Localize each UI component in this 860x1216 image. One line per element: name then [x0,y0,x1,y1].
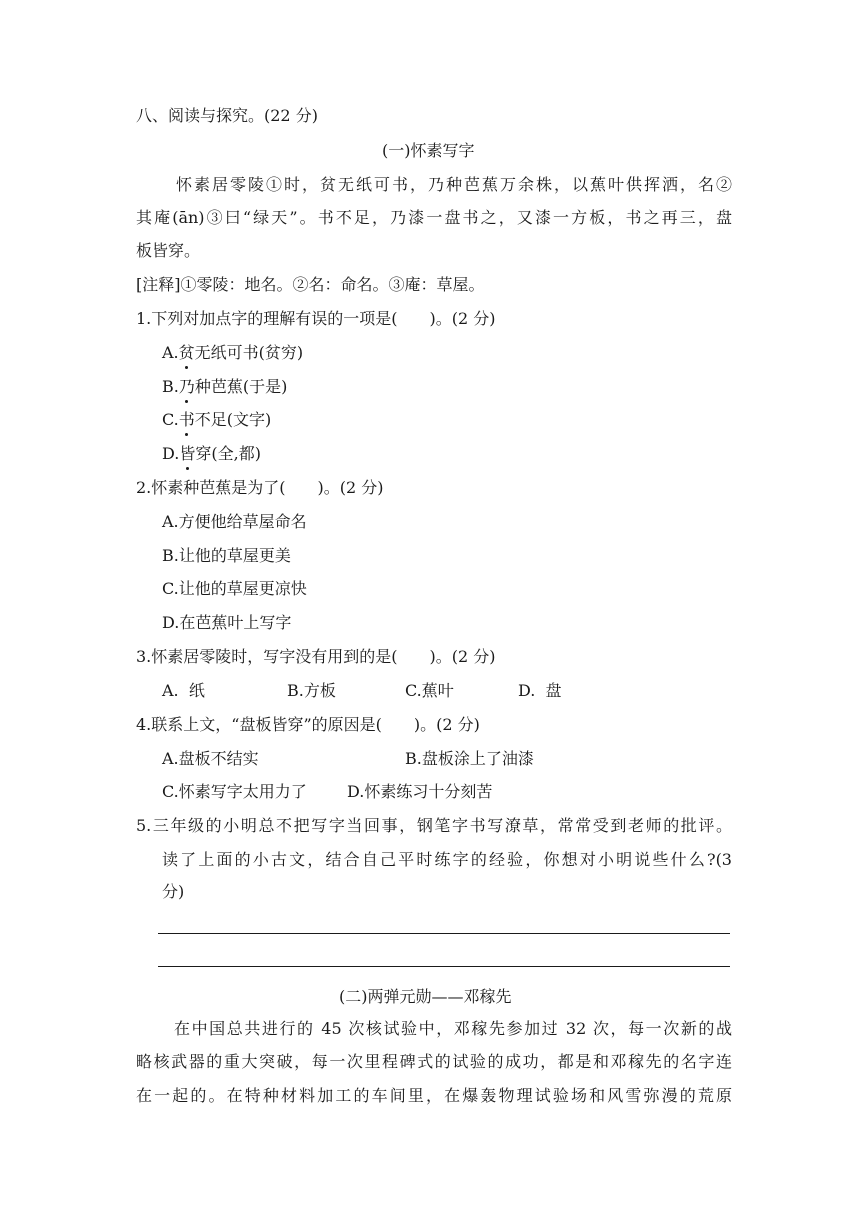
q1-option-c [162,409,271,431]
q4-option-d: D.怀素练习十分刻苦 [347,782,493,801]
q3-option-b: B.方板 [287,681,336,700]
passage1-line-3: 板皆穿。 [136,241,201,260]
dotted-character: 书 [178,410,195,429]
dotted-character: 皆 [179,444,196,463]
q5-line-1: 5.三年级的小明总不把写字当回事，钢笔字书写潦草，常常受到老师的批评。 [136,816,732,835]
answer-line-1[interactable] [158,933,730,934]
option-label: B. [162,377,179,396]
q3-option-c: C.蕉叶 [405,681,454,700]
q1-option-a [162,342,303,364]
q2-option-c: C.让他的草屋更凉快 [162,579,307,598]
option-text: 穿(全,都) [195,444,261,463]
option-label: C. [162,410,179,429]
q4-option-a: A.盘板不结实 [162,749,259,768]
q2-option-a: A.方便他给草屋命名 [162,512,307,531]
passage1-line-1: 怀素居零陵①时，贫无纸可书，乃种芭蕉万余株，以蕉叶供挥洒，名② [176,175,732,194]
dotted-character: 贫 [178,343,195,362]
option-label: D. [162,444,180,463]
section-heading: 八、阅读与探究。(22 分) [136,106,318,125]
option-text: 无纸可书(贫穷) [194,343,304,362]
passage2-line-1: 在中国总共进行的 45 次核试验中，邓稼先参加过 32 次，每一次新的战 [174,1019,732,1038]
passage1-note: [注释]①零陵：地名。②名：命名。③庵：草屋。 [136,275,485,294]
passage1-line-2: 其庵(ān)③曰“绿天”。书不足，乃漆一盘书之，又漆一方板，书之再三，盘 [136,208,732,227]
q3-option-d: D. 盘 [518,681,562,700]
passage2-line-3: 在一起的。在特种材料加工的车间里，在爆轰物理试验场和风雪弥漫的荒原 [136,1086,732,1105]
q5-line-3: 分) [162,882,185,901]
q4-option-b: B.盘板涂上了油漆 [405,749,534,768]
dotted-character: 乃 [178,377,195,396]
q1-option-d [162,443,261,465]
q1-stem: 1.下列对加点字的理解有误的一项是( )。(2 分) [136,309,496,328]
q4-stem: 4.联系上文，“盘板皆穿”的原因是( )。(2 分) [136,715,480,734]
passage1-title: (一)怀素写字 [382,141,475,160]
q5-line-2: 读了上面的小古文，结合自己平时练字的经验，你想对小明说些什么?(3 [162,850,732,869]
q3-option-a: A. 纸 [162,681,205,700]
q3-stem: 3.怀素居零陵时，写字没有用到的是( )。(2 分) [136,647,496,666]
passage2-line-2: 略核武器的重大突破，每一次里程碑式的试验的成功，都是和邓稼先的名字连 [136,1052,732,1071]
answer-line-2[interactable] [158,966,730,967]
option-label: A. [162,343,179,362]
q1-option-b [162,376,287,398]
q2-option-b: B.让他的草屋更美 [162,546,291,565]
q4-option-c: C.怀素写字太用力了 [162,782,307,801]
q2-option-d: D.在芭蕉叶上写字 [162,613,292,632]
option-text: 不足(文字) [194,410,272,429]
option-text: 种芭蕉(于是) [194,377,288,396]
passage2-title: (二)两弹元勋——邓稼先 [339,987,512,1006]
q2-stem: 2.怀素种芭蕉是为了( )。(2 分) [136,478,384,497]
